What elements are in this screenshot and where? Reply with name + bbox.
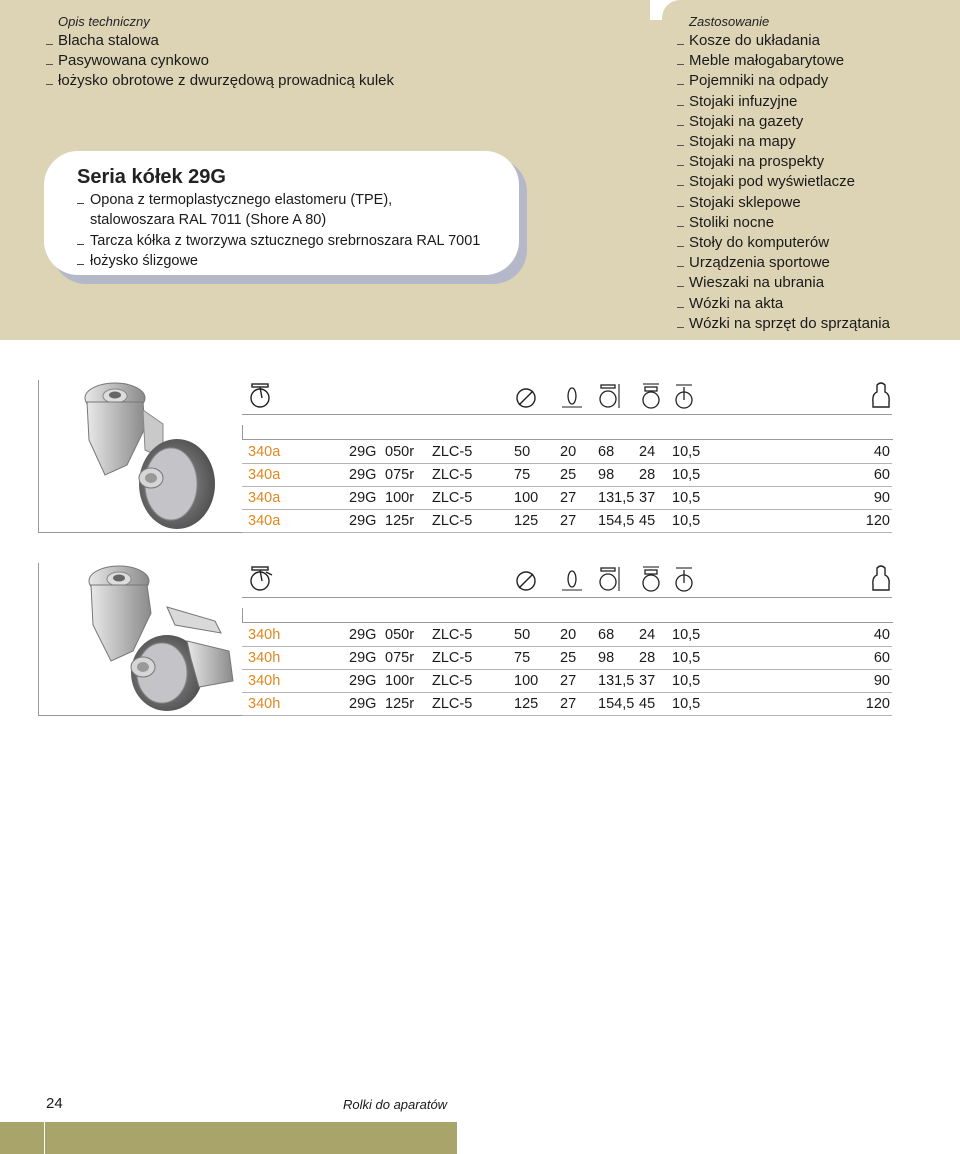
series-code: 29G [349, 627, 377, 643]
wheel-diameter-icon [514, 382, 538, 410]
bolt-value: 28 [639, 650, 656, 666]
load-value: 90 [873, 490, 890, 506]
article-code: 340a [248, 513, 281, 529]
load-value: 40 [873, 627, 890, 643]
application-item: Wózki na akta [677, 294, 890, 314]
width-value: 27 [560, 673, 577, 689]
article-code: 340a [248, 467, 281, 483]
bolt-hole-icon [639, 382, 663, 410]
table-row [242, 693, 892, 716]
braked-caster-image [67, 563, 237, 713]
series-item: Opona z termoplastycznego elastomeru (TPE), [77, 190, 480, 210]
diameter-value: 50 [514, 627, 531, 643]
height-value: 98 [598, 467, 615, 483]
caster-photo-frame [38, 380, 243, 533]
size-code: 125r [385, 696, 415, 712]
article-code: 340h [248, 650, 281, 666]
article-code: 340h [248, 696, 281, 712]
finish-code: ZLC-5 [432, 696, 473, 712]
width-value: 27 [560, 513, 577, 529]
series-code: 29G [349, 513, 377, 529]
diameter-value: 50 [514, 444, 531, 460]
bolt-value: 45 [639, 513, 656, 529]
article-code: 340a [248, 444, 281, 460]
application-item: Stoliki nocne [677, 213, 890, 233]
load-value: 90 [873, 673, 890, 689]
bolt-value: 24 [639, 627, 656, 643]
header-divider [242, 425, 893, 440]
size-code: 100r [385, 490, 415, 506]
offset-value: 10,5 [672, 490, 701, 506]
applications-title: Zastosowanie [689, 14, 770, 29]
finish-code: ZLC-5 [432, 650, 473, 666]
application-item: Meble małogabarytowe [677, 51, 890, 71]
finish-code: ZLC-5 [432, 490, 473, 506]
size-code: 075r [385, 650, 415, 666]
series-code: 29G [349, 673, 377, 689]
application-item: Pojemniki na odpady [677, 71, 890, 91]
load-value: 60 [873, 650, 890, 666]
series-item-continuation: stalowoszara RAL 7011 (Shore A 80) [90, 212, 327, 229]
table-row [242, 624, 892, 647]
article-code: 340a [248, 490, 281, 506]
offset-value: 10,5 [672, 627, 701, 643]
application-item: Urządzenia sportowe [677, 253, 890, 273]
total-height-icon [598, 565, 622, 593]
bolt-value: 28 [639, 467, 656, 483]
bolt-value: 24 [639, 444, 656, 460]
application-item: Wózki na sprzęt do sprzątania [677, 314, 890, 334]
height-value: 154,5 [598, 513, 635, 529]
diameter-value: 75 [514, 467, 531, 483]
tech-item: Blacha stalowa [46, 31, 394, 51]
load-value: 120 [865, 696, 890, 712]
page-number: 24 [46, 1095, 63, 1112]
article-code: 340h [248, 627, 281, 643]
application-item: Kosze do układania [677, 31, 890, 51]
diameter-value: 125 [514, 696, 539, 712]
total-height-icon [598, 382, 622, 410]
load-capacity-icon [870, 565, 892, 593]
series-item: łożysko ślizgowe [77, 251, 480, 271]
application-item: Stojaki infuzyjne [677, 92, 890, 112]
table-row [242, 487, 892, 510]
table-row [242, 441, 892, 464]
diameter-value: 100 [514, 673, 539, 689]
series-code: 29G [349, 650, 377, 666]
applications-list [677, 31, 890, 334]
diameter-value: 125 [514, 513, 539, 529]
height-value: 131,5 [598, 673, 635, 689]
application-item: Wieszaki na ubrania [677, 273, 890, 293]
finish-code: ZLC-5 [432, 467, 473, 483]
article-code: 340h [248, 673, 281, 689]
height-value: 68 [598, 444, 615, 460]
diameter-value: 75 [514, 650, 531, 666]
size-code: 050r [385, 444, 415, 460]
tech-title: Opis techniczny [58, 14, 150, 29]
bolt-value: 45 [639, 696, 656, 712]
bolt-value: 37 [639, 673, 656, 689]
finish-code: ZLC-5 [432, 444, 473, 460]
size-code: 100r [385, 673, 415, 689]
width-value: 27 [560, 696, 577, 712]
offset-value: 10,5 [672, 467, 701, 483]
offset-icon [672, 565, 696, 593]
table-row [242, 647, 892, 670]
size-code: 050r [385, 627, 415, 643]
load-value: 60 [873, 467, 890, 483]
bolt-hole-icon [639, 565, 663, 593]
load-value: 40 [873, 444, 890, 460]
table-row [242, 510, 892, 533]
application-item: Stojaki pod wyświetlacze [677, 172, 890, 192]
series-list [77, 190, 480, 271]
series-code: 29G [349, 490, 377, 506]
size-code: 125r [385, 513, 415, 529]
tech-item: Pasywowana cynkowo [46, 51, 394, 71]
load-capacity-icon [870, 382, 892, 410]
swivel-caster-image [67, 380, 217, 530]
series-code: 29G [349, 467, 377, 483]
series-item: Tarcza kółka z tworzywa sztucznego srebrnoszara RAL 7001 [77, 231, 480, 251]
wheel-width-icon [560, 382, 584, 410]
swivel-caster-icon [248, 382, 272, 410]
footer-section-title: Rolki do aparatów [343, 1097, 448, 1112]
braked-caster-icon [248, 565, 274, 593]
offset-icon [672, 382, 696, 410]
offset-value: 10,5 [672, 444, 701, 460]
height-value: 154,5 [598, 696, 635, 712]
wheel-diameter-icon [514, 565, 538, 593]
width-value: 25 [560, 650, 577, 666]
height-value: 98 [598, 650, 615, 666]
application-item: Stoły do komputerów [677, 233, 890, 253]
offset-value: 10,5 [672, 513, 701, 529]
caster-brake-photo-frame [38, 563, 243, 716]
table-row [242, 464, 892, 487]
footer-divider [44, 1122, 45, 1154]
bolt-value: 37 [639, 490, 656, 506]
diameter-value: 100 [514, 490, 539, 506]
width-value: 20 [560, 627, 577, 643]
finish-code: ZLC-5 [432, 673, 473, 689]
footer-bar [0, 1122, 457, 1154]
width-value: 20 [560, 444, 577, 460]
series-title: Seria kółek 29G [77, 166, 226, 188]
size-code: 075r [385, 467, 415, 483]
tech-list [46, 31, 394, 92]
header-divider [242, 608, 893, 623]
application-item: Stojaki sklepowe [677, 193, 890, 213]
finish-code: ZLC-5 [432, 513, 473, 529]
spec-icon-row [242, 378, 892, 415]
spec-icon-row [242, 561, 892, 598]
height-value: 68 [598, 627, 615, 643]
series-code: 29G [349, 444, 377, 460]
offset-value: 10,5 [672, 650, 701, 666]
application-item: Stojaki na prospekty [677, 152, 890, 172]
application-item: Stojaki na mapy [677, 132, 890, 152]
width-value: 25 [560, 467, 577, 483]
tech-item: łożysko obrotowe z dwurzędową prowadnicą kulek [46, 71, 394, 91]
wheel-width-icon [560, 565, 584, 593]
offset-value: 10,5 [672, 696, 701, 712]
offset-value: 10,5 [672, 673, 701, 689]
finish-code: ZLC-5 [432, 627, 473, 643]
height-value: 131,5 [598, 490, 635, 506]
application-item: Stojaki na gazety [677, 112, 890, 132]
width-value: 27 [560, 490, 577, 506]
series-code: 29G [349, 696, 377, 712]
table-row [242, 670, 892, 693]
load-value: 120 [865, 513, 890, 529]
